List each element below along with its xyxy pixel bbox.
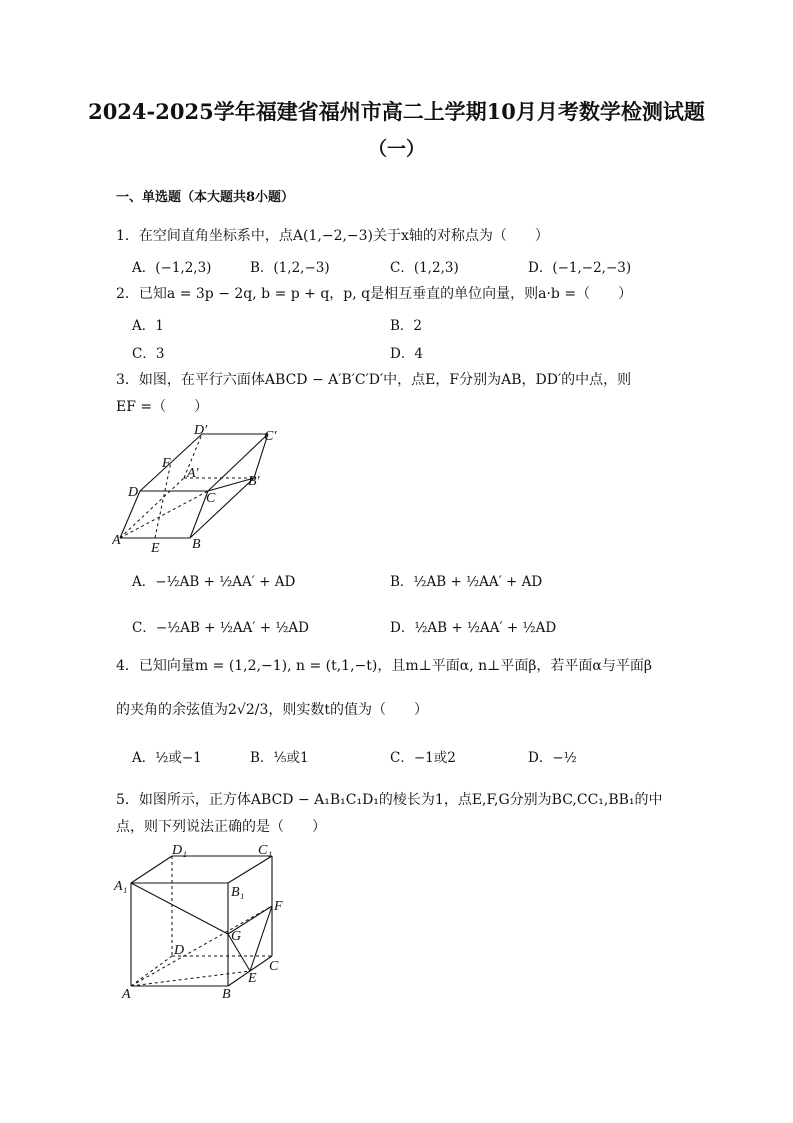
label-e: E xyxy=(248,971,257,986)
label-e: E xyxy=(151,541,160,554)
q2-option-b: B．2 xyxy=(390,318,423,334)
label-d: D xyxy=(174,943,185,958)
label-g: G xyxy=(231,929,242,944)
segment-a1g xyxy=(131,883,228,934)
q2-option-a: A．1 xyxy=(132,318,164,334)
q1-option-a: A．(−1,2,3) xyxy=(132,260,212,276)
question-4-stem: 4．已知向量m = (1,2,−1), n = (t,1,−t)，且m⊥平面α, n⊥平面β，若平面α与平面β xyxy=(116,658,652,674)
label-b1: B′ xyxy=(248,474,260,489)
label-c: C xyxy=(206,491,216,506)
q1-option-b: B．(1,2,−3) xyxy=(250,260,330,276)
label-a: A xyxy=(122,987,131,1002)
q3-option-d: D．½AB + ½AA′ + ½AD xyxy=(390,620,557,636)
q3-option-c: C．−½AB + ½AA′ + ½AD xyxy=(132,620,309,636)
q3-option-a: A．−½AB + ½AA′ + AD xyxy=(132,574,296,590)
label-d: D xyxy=(128,485,139,500)
page-subtitle: （一） xyxy=(367,138,425,160)
edge-a1d1 xyxy=(131,856,172,883)
label-b: B xyxy=(222,987,231,1002)
cube-figure xyxy=(112,838,298,1002)
label-d1: D′ xyxy=(194,423,208,438)
edge-ad xyxy=(131,956,172,986)
parallelepiped-figure xyxy=(112,420,292,554)
label-c1: C′ xyxy=(264,429,277,444)
page-title: 2024-2025学年福建省福州市高二上学期10月月考数学检测试题 xyxy=(88,99,705,124)
section-heading: 一、单选题（本大题共8小题） xyxy=(116,190,295,205)
label-a1: A₁ xyxy=(114,879,128,894)
label-b1: B₁ xyxy=(231,885,245,900)
edge-dd1 xyxy=(140,434,202,491)
q1-option-c: C．(1,2,3) xyxy=(390,260,459,276)
q2-option-c: C．3 xyxy=(132,346,165,362)
q4-option-c: C．−1或2 xyxy=(390,750,456,766)
label-a: A xyxy=(112,533,121,548)
label-d1: D₁ xyxy=(172,843,187,858)
q4-option-d: D．−½ xyxy=(528,750,577,766)
q3-option-b: B．½AB + ½AA′ + AD xyxy=(390,574,543,590)
question-5-stem-cont: 点，则下列说法正确的是（ ） xyxy=(116,819,326,835)
question-3-stem-cont: EF =（ ） xyxy=(116,399,209,415)
question-5-stem: 5．如图所示，正方体ABCD − A₁B₁C₁D₁的棱长为1，点E,F,G分别为BC,CC₁,BB₁的中 xyxy=(116,792,663,808)
label-a1: A′ xyxy=(187,466,199,481)
label-c: C xyxy=(269,959,279,974)
label-c1: C₁ xyxy=(258,843,273,858)
question-3-stem: 3．如图，在平行六面体ABCD − A′B′C′D′中，点E，F分别为AB，DD′的中点，则 xyxy=(116,372,632,388)
segment-ef xyxy=(155,462,171,538)
q1-option-d: D．(−1,−2,−3) xyxy=(528,260,632,276)
question-4-stem-cont: 的夹角的余弦值为2√2/3，则实数t的值为（ ） xyxy=(116,702,428,718)
question-1-stem: 1．在空间直角坐标系中，点A(1,−2,−3)关于x轴的对称点为（ ） xyxy=(116,228,549,244)
q4-option-a: A．½或−1 xyxy=(132,750,202,766)
label-f: F xyxy=(162,456,171,471)
label-b: B xyxy=(192,537,201,552)
edge-c1b1 xyxy=(228,856,272,883)
question-2-stem: 2．已知a = 3p − 2q, b = p + q，p, q是相互垂直的单位向量，则a·b =（ ） xyxy=(116,286,633,302)
q2-option-d: D．4 xyxy=(390,346,423,362)
q4-option-b: B．⅕或1 xyxy=(250,750,309,766)
label-f: F xyxy=(274,899,283,914)
